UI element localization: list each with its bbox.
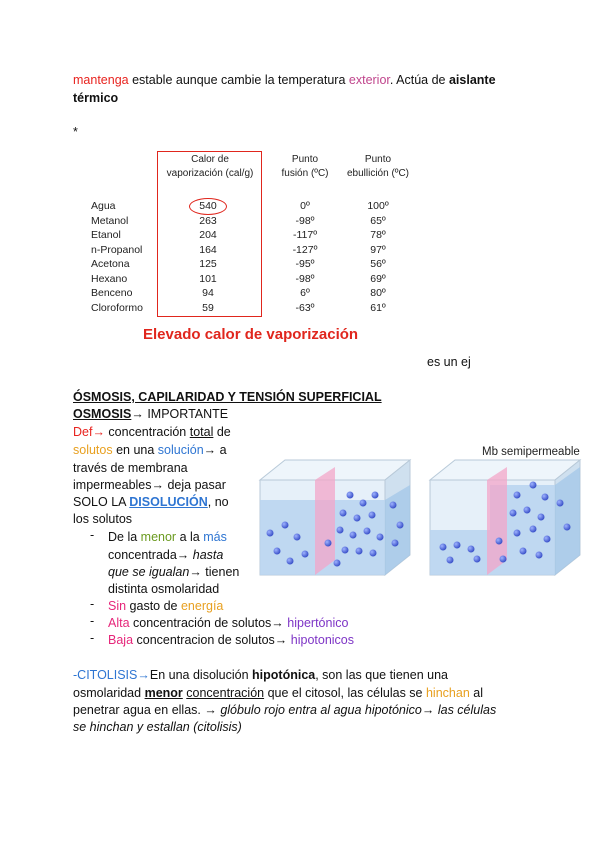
word-mantenga: mantenga (73, 73, 129, 87)
osmosis-title-line: OSMOSIS→ IMPORTANTE (73, 407, 229, 421)
col-header-vaporizacion: Calor de vaporización (cal/g) (166, 154, 254, 179)
col-header-fusion: Punto fusión (ºC) (281, 154, 329, 179)
citolisis-line-3: penetrar agua en ellas. → glóbulo rojo entra al agua hipotónico→ las células (73, 703, 497, 717)
figure-label: Mb semipermeable (482, 446, 580, 458)
example-note: es un ej (427, 355, 471, 369)
def-line-4: impermeables→ deja pasar (73, 478, 226, 492)
col-header-ebullicion: Punto ebullición (ºC) (346, 154, 409, 179)
def-line-1: Def→ concentración total de (73, 425, 231, 439)
def-line-5: SOLO LA DISOLUCIÓN, no (73, 495, 229, 509)
bullet-1-line-2: concentrada→ hasta (108, 548, 224, 562)
container-left (260, 460, 410, 575)
def-line-3: través de membrana (73, 461, 188, 475)
bullet-1-line-3: que se igualan→ tienen (108, 565, 240, 579)
bullet-1-line-1: De la menor a la más (108, 530, 227, 544)
intro-line-2: térmico (73, 91, 119, 105)
table-caption: Elevado calor de vaporización (143, 326, 359, 343)
section-heading: ÓSMOSIS, CAPILARIDAD Y TENSIÓN SUPERFICIAL (73, 390, 382, 404)
bullet-4: Baja concentracion de solutos→ hipotonicos (108, 633, 355, 647)
bullet-dash: - (90, 614, 95, 628)
bullet-dash: - (90, 528, 95, 542)
asterisk: * (73, 125, 78, 139)
citolisis-line-4: se hinchan y estallan (citolisis) (73, 720, 242, 734)
bullet-2: Sin gasto de energía (108, 599, 224, 613)
bullet-dash: - (90, 631, 95, 645)
osmosis-title: OSMOSIS (73, 407, 132, 421)
bullet-dash: - (90, 597, 95, 611)
intro-line-1: mantenga estable aunque cambie la temperatura exterior. Actúa de aislante (73, 73, 496, 87)
container-right (430, 460, 580, 575)
citolisis-line-2: osmolaridad menor concentración que el citosol, las células se hinchan al (73, 686, 483, 700)
def-line-2: solutos en una solución→ a (73, 443, 227, 457)
membrane-left (315, 467, 335, 575)
def-line-6: los solutos (73, 512, 133, 526)
citolisis-line-1: -CITOLISIS→En una disolución hipotónica, son las que tienen una (73, 668, 448, 682)
osmosis-figure (255, 455, 590, 585)
bullet-3: Alta concentración de solutos→ hipertónico (108, 616, 349, 630)
disolucion-word: DISOLUCIÓN (129, 495, 208, 509)
bullet-1-line-4: distinta osmolaridad (108, 582, 220, 596)
citolisis-label: -CITOLISIS→ (73, 668, 150, 682)
